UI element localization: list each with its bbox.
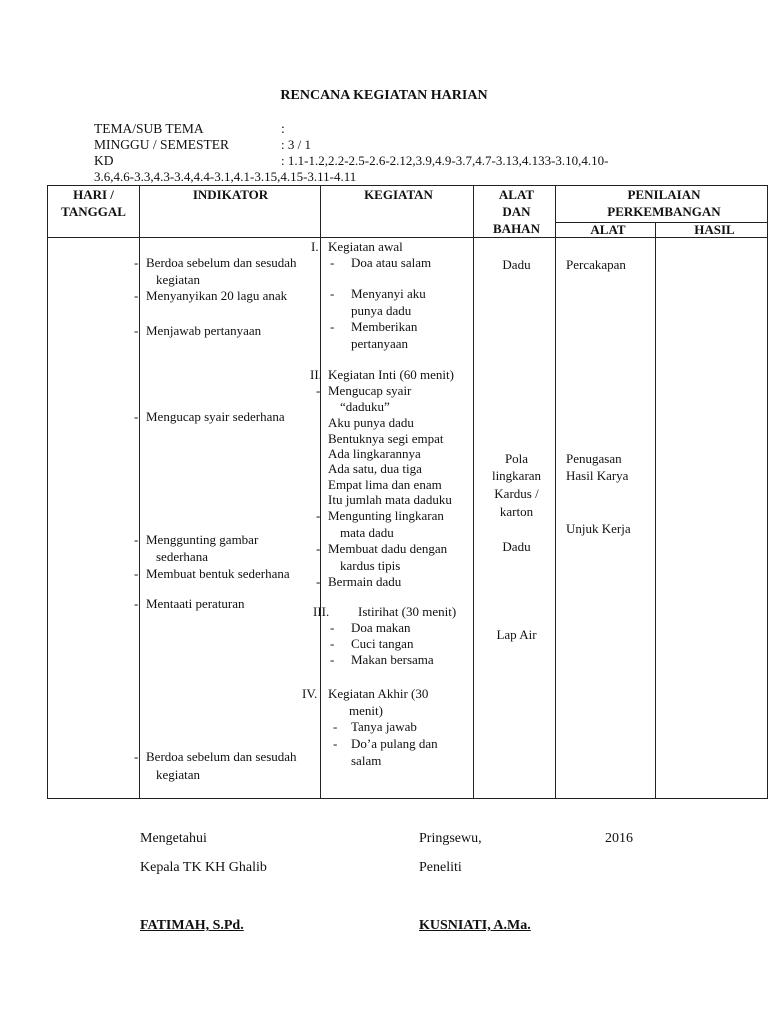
kegiatan-item: pertanyaan [351, 336, 409, 351]
indikator-dash-3: - [134, 323, 139, 338]
kegiatan-item: Bentuknya segi empat [328, 431, 444, 446]
indikator-item: Menyanyikan 20 lagu anak [146, 288, 288, 303]
header-hari-line1: HARI / [73, 187, 114, 202]
kegiatan-dash: - [316, 383, 321, 398]
header-indikator: INDIKATOR [192, 187, 269, 202]
indikator-item: Menggunting gambar [146, 532, 259, 547]
header-kegiatan: KEGIATAN [364, 187, 433, 202]
kd-value-line1: : 1.1-1.2,2.2-2.5-2.6-2.12,3.9,4.9-3.7,4.7-3.13,4.133-3.10,4.10- [281, 153, 609, 168]
indikator-dash-6: - [134, 566, 139, 581]
minggu-value: : 3 / 1 [281, 137, 311, 152]
kegiatan-item: Cuci tangan [351, 636, 414, 651]
kegiatan-item: Do’a pulang dan [351, 736, 438, 751]
kegiatan-dash: - [316, 541, 321, 556]
kegiatan-item: Itu jumlah mata daduku [328, 492, 452, 507]
kegiatan-section-inti: Kegiatan Inti (60 menit) [328, 367, 454, 382]
kegiatan-item: Ada satu, dua tiga [328, 461, 422, 476]
kegiatan-item: Membuat dadu dengan [328, 541, 448, 556]
mengetahui-label: Mengetahui [140, 831, 207, 846]
kegiatan-item: Empat lima dan enam [328, 477, 442, 492]
indikator-dash-5: - [134, 532, 139, 547]
hari-cell [48, 238, 140, 799]
kd-label: KD [94, 153, 114, 168]
minggu-label: MINGGU / SEMESTER [94, 137, 230, 152]
indikator-item: kegiatan [156, 767, 201, 782]
header-alat-bahan [476, 186, 557, 237]
kegiatan-dash: - [316, 508, 321, 523]
alat-bahan-item: Kardus / [494, 486, 539, 501]
indikator-item: Menjawab pertanyaan [146, 323, 262, 338]
kegiatan-dash: - [330, 652, 335, 667]
kegiatan-item: punya dadu [351, 303, 412, 318]
kegiatan-item: Ada lingkarannya [328, 446, 421, 461]
penilaian-alat-item: Penugasan [566, 451, 622, 466]
kegiatan-item: Aku punya dadu [328, 415, 414, 430]
indikator-dash-2: - [134, 288, 139, 303]
kegiatan-dash: - [333, 719, 338, 734]
kegiatan-item: Bermain dadu [328, 574, 402, 589]
kegiatan-dash: - [330, 636, 335, 651]
indikator-cell [139, 238, 320, 799]
kegiatan-item: Doa makan [351, 620, 411, 635]
penilaian-alat-cell [555, 238, 656, 799]
indikator-item: Berdoa sebelum dan sesudah [146, 749, 297, 764]
penilaian-alat-item: Percakapan [566, 257, 626, 272]
kegiatan-item: kardus tipis [340, 558, 401, 573]
kegiatan-item: Makan bersama [351, 652, 434, 667]
kegiatan-dash: - [330, 319, 335, 334]
tema-label: TEMA/SUB TEMA [94, 121, 204, 136]
header-hari-line2: TANGGAL [61, 204, 126, 219]
kepala-label: Kepala TK KH Ghalib [140, 860, 267, 875]
kegiatan-item: Memberikan [351, 319, 418, 334]
kegiatan-dash: - [330, 286, 335, 301]
indikator-item: Mentaati peraturan [146, 596, 245, 611]
header-sub-alat: ALAT [590, 222, 626, 237]
kegiatan-item: Mengunting lingkaran [328, 508, 444, 523]
kegiatan-item: mata dadu [340, 525, 394, 540]
alat-bahan-item: karton [499, 504, 534, 519]
year-label: 2016 [605, 831, 633, 846]
kegiatan-num-1: I. [311, 239, 319, 254]
header-penilaian-line2: PERKEMBANGAN [607, 204, 721, 219]
kegiatan-num-2: II. [310, 367, 322, 382]
kegiatan-section-awal: Kegiatan awal [328, 239, 403, 254]
alat-bahan-item: lingkaran [491, 468, 542, 483]
indikator-item: Membuat bentuk sederhana [146, 566, 290, 581]
kegiatan-section-istirahat: Istirihat (30 menit) [358, 604, 457, 619]
kegiatan-num-3: III. [313, 604, 330, 619]
indikator-dash-8: - [134, 749, 139, 764]
kegiatan-item: “daduku” [340, 399, 390, 414]
indikator-dash-7: - [134, 596, 139, 611]
kegiatan-dash: - [330, 620, 335, 635]
indikator-item: Berdoa sebelum dan sesudah [146, 255, 297, 270]
kegiatan-dash: - [316, 574, 321, 589]
kegiatan-item: Mengucap syair [328, 383, 412, 398]
peneliti-label: Peneliti [419, 860, 462, 875]
kegiatan-section-akhir: Kegiatan Akhir (30 [328, 686, 429, 701]
kegiatan-item: Menyanyi aku [351, 286, 426, 301]
indikator-item: sederhana [156, 549, 208, 564]
alat-bahan-item: Dadu [502, 257, 531, 272]
place-label: Pringsewu, [419, 831, 482, 846]
indikator-dash-1: - [134, 255, 139, 270]
header-penilaian [558, 186, 768, 220]
alat-bahan-item: Dadu [502, 539, 531, 554]
kegiatan-num-4: IV. [302, 686, 318, 701]
header-sub-hasil: HASIL [694, 222, 735, 237]
penilaian-alat-item: Hasil Karya [566, 468, 629, 483]
kegiatan-dash: - [330, 255, 335, 270]
document-title: RENCANA KEGIATAN HARIAN [280, 88, 488, 103]
tema-value: : [281, 121, 285, 136]
kegiatan-section-akhir-cont: menit) [349, 703, 383, 718]
kegiatan-item: Tanya jawab [351, 719, 417, 734]
header-alat-line3: BAHAN [493, 221, 540, 236]
header-penilaian-line1: PENILAIAN [627, 187, 701, 202]
peneliti-signature-name: KUSNIATI, A.Ma. [419, 918, 531, 933]
penilaian-alat-item: Unjuk Kerja [566, 521, 631, 536]
kegiatan-item: salam [351, 753, 382, 768]
header-alat-line2: DAN [502, 204, 531, 219]
kd-value-line2: 3.6,4.6-3.3,4.3-3.4,4.4-3.1,4.1-3.15,4.15-3.11-4.11 [94, 169, 357, 184]
kegiatan-dash: - [333, 736, 338, 751]
kegiatan-item: Doa atau salam [351, 255, 432, 270]
indikator-item: kegiatan [156, 272, 201, 287]
header-hari [48, 186, 139, 220]
penilaian-hasil-cell [656, 238, 768, 799]
indikator-item: Mengucap syair sederhana [146, 409, 285, 424]
indikator-dash-4: - [134, 409, 139, 424]
alat-bahan-item: Pola [504, 451, 529, 466]
alat-bahan-item: Lap Air [496, 627, 537, 642]
header-alat-line1: ALAT [498, 187, 535, 202]
kepala-signature-name: FATIMAH, S.Pd. [140, 918, 244, 933]
